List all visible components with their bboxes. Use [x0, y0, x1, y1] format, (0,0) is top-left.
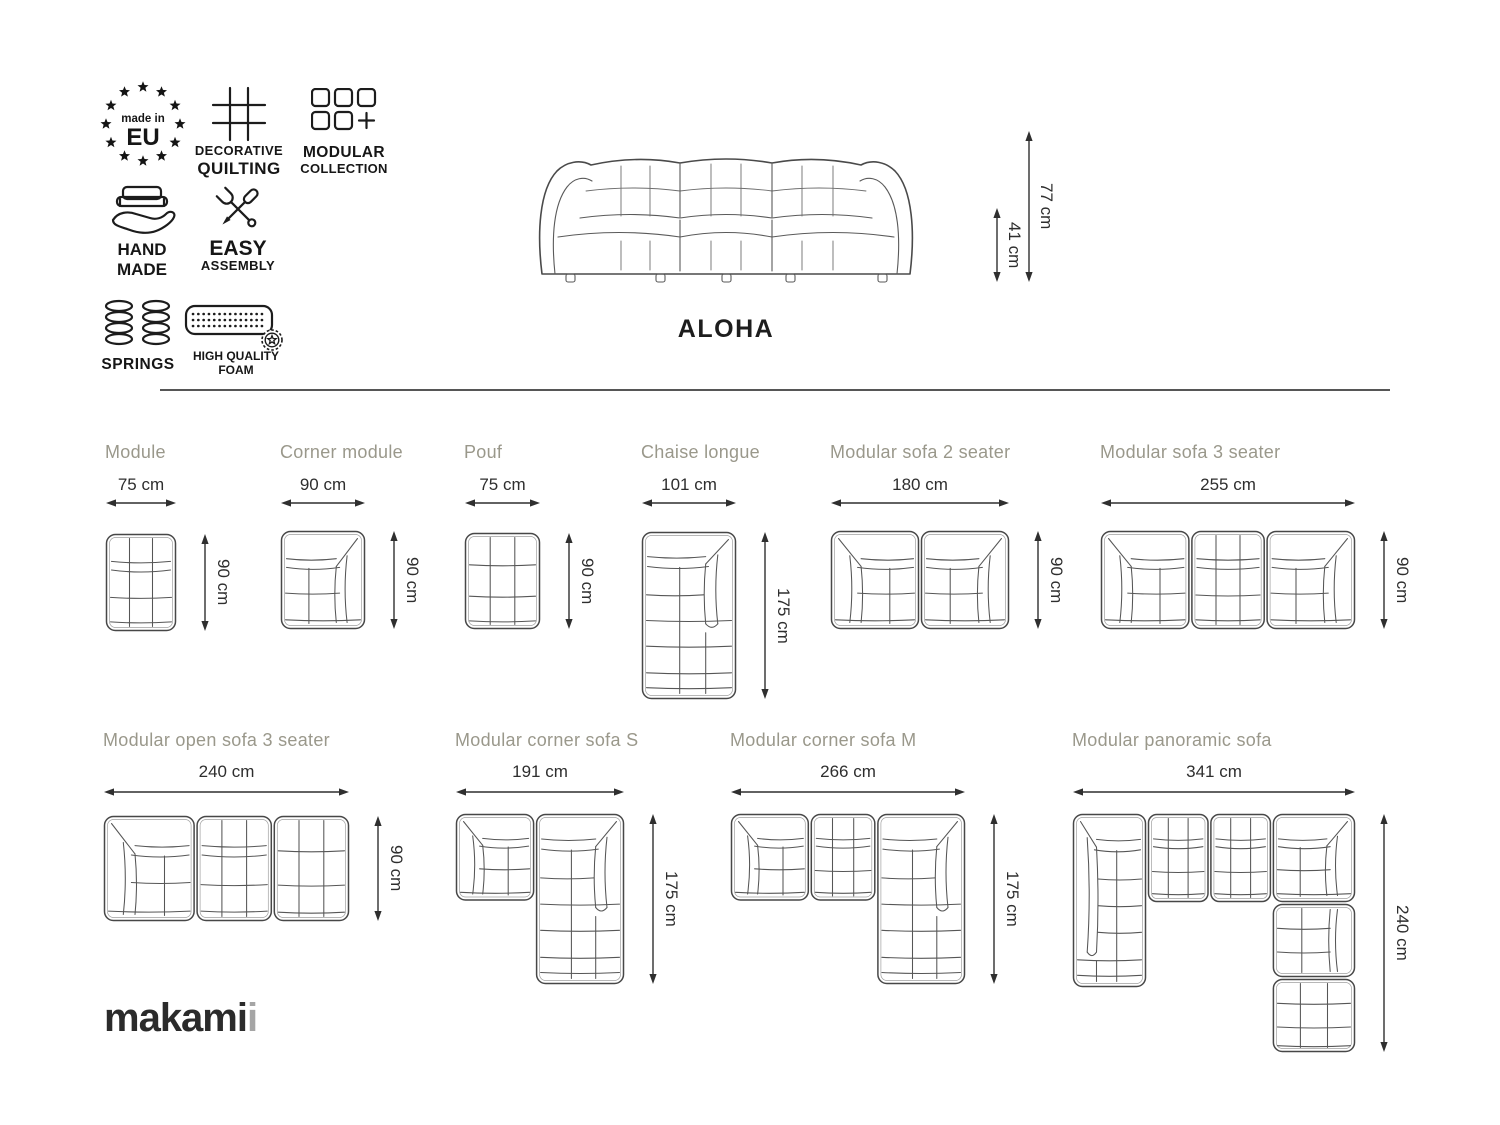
hand-made-label-line1: HAND — [117, 240, 167, 259]
foam-label-line2: FOAM — [218, 362, 254, 377]
springs-label: SPRINGS — [101, 356, 175, 373]
module-width-label-sofa-3: 255 cm — [1200, 475, 1256, 494]
module-depth-label-pouf: 90 cm — [578, 557, 597, 605]
module-width-arrow-chaise-longue — [641, 496, 737, 514]
springs-badge-label — [94, 356, 182, 374]
module-depth-arrow-sofa-3 — [1378, 530, 1390, 635]
easy-assembly-badge-label — [194, 238, 282, 274]
module-width-arrow-open-3 — [103, 785, 350, 803]
module-card-pouf — [464, 442, 611, 642]
module-card-module — [105, 442, 247, 644]
sofa-front-view-drawing — [528, 124, 924, 288]
modular-label-line1: MODULAR — [302, 144, 385, 161]
module-card-corner-module — [280, 442, 436, 642]
module-diagram-corner-s — [455, 813, 628, 988]
module-diagram-panoramic — [1072, 813, 1359, 1056]
module-title-sofa-2: Modular sofa 2 seater — [830, 442, 1011, 462]
module-width-label-corner-s: 191 cm — [512, 762, 568, 781]
seat-height-label: 41 cm — [1005, 221, 1024, 269]
module-width-label-open-3: 240 cm — [198, 762, 255, 781]
module-width-label-corner-module: 90 cm — [299, 475, 347, 494]
module-title-open-3: Modular open sofa 3 seater — [103, 730, 330, 750]
module-depth-label-corner-module: 90 cm — [403, 556, 422, 604]
quilting-grid-icon — [211, 86, 267, 142]
module-depth-arrow-chaise-longue — [759, 531, 771, 705]
module-depth-arrow-open-3 — [372, 815, 384, 927]
module-depth-arrow-corner-module — [388, 530, 400, 635]
module-diagram-sofa-2 — [830, 530, 1013, 633]
total-height-arrow — [1023, 130, 1035, 288]
module-depth-label-sofa-3: 90 cm — [1393, 556, 1412, 604]
eu-text: EU — [126, 124, 160, 151]
module-depth-label-open-3: 90 cm — [387, 845, 406, 892]
module-width-label-corner-m: 266 cm — [820, 762, 876, 781]
easy-label-line2: ASSEMBLY — [200, 258, 276, 273]
module-title-module: Module — [105, 442, 166, 462]
module-title-corner-m: Modular corner sofa M — [730, 730, 917, 750]
module-diagram-chaise-longue — [641, 531, 740, 703]
foam-quality-icon — [184, 300, 288, 356]
module-title-pouf: Pouf — [464, 442, 503, 462]
module-width-arrow-corner-m — [730, 785, 966, 803]
module-title-panoramic: Modular panoramic sofa — [1072, 730, 1272, 750]
easy-assembly-badge — [209, 180, 267, 243]
module-depth-label-corner-m: 175 cm — [1003, 871, 1022, 927]
quilting-label-line1: DECORATIVE — [194, 143, 284, 158]
module-depth-arrow-panoramic — [1378, 813, 1390, 1058]
hand-made-label-line2: MADE — [116, 259, 168, 279]
brand-logo-dark: makami — [104, 996, 247, 1040]
hand-made-badge — [103, 184, 181, 247]
springs-icon — [100, 298, 176, 352]
module-card-corner-m — [730, 730, 1036, 997]
module-card-sofa-2 — [830, 442, 1080, 642]
total-height-label: 77 cm — [1037, 183, 1056, 230]
module-title-sofa-3: Modular sofa 3 seater — [1100, 442, 1281, 462]
module-card-corner-s — [455, 730, 695, 997]
module-width-arrow-module — [105, 496, 177, 514]
module-card-chaise-longue — [641, 442, 807, 712]
module-depth-label-sofa-2: 90 cm — [1047, 556, 1066, 604]
module-width-label-chaise-longue: 101 cm — [661, 475, 717, 494]
module-width-label-panoramic: 341 cm — [1186, 762, 1242, 781]
springs-badge — [100, 298, 176, 357]
module-width-label-module: 75 cm — [117, 475, 165, 494]
hand-made-badge-label — [103, 240, 181, 279]
handmade-sofa-hand-icon — [103, 184, 181, 242]
module-width-arrow-corner-s — [455, 785, 625, 803]
module-title-corner-s: Modular corner sofa S — [455, 730, 639, 750]
module-diagram-open-3 — [103, 815, 353, 925]
modular-badge-label — [284, 144, 404, 177]
quilting-label-line2: QUILTING — [197, 158, 281, 178]
module-width-arrow-panoramic — [1072, 785, 1356, 803]
module-depth-label-chaise-longue: 175 cm — [774, 587, 793, 644]
brand-logo-light: i — [246, 996, 258, 1040]
seat-height-arrow — [991, 207, 1003, 288]
modular-collection-badge — [311, 88, 377, 141]
module-diagram-sofa-3 — [1100, 530, 1359, 633]
module-width-arrow-sofa-3 — [1100, 496, 1356, 514]
module-depth-arrow-sofa-2 — [1032, 530, 1044, 635]
quilting-badge — [211, 86, 267, 147]
module-diagram-corner-module — [280, 530, 369, 633]
easy-label-line1: EASY — [209, 237, 267, 260]
module-diagram-module — [105, 533, 180, 635]
foam-label-line1: HIGH QUALITY — [193, 349, 279, 363]
easy-assembly-tools-icon — [209, 180, 267, 238]
module-depth-arrow-module — [199, 533, 211, 637]
brand-logo — [104, 996, 257, 1041]
module-depth-label-module: 90 cm — [214, 559, 233, 606]
module-diagram-pouf — [464, 532, 544, 633]
module-width-label-pouf: 75 cm — [479, 475, 526, 494]
module-title-corner-module: Corner module — [280, 442, 403, 462]
module-depth-arrow-corner-s — [647, 813, 659, 990]
divider — [160, 389, 1390, 391]
module-depth-arrow-pouf — [563, 532, 575, 635]
product-name: ALOHA — [677, 315, 775, 343]
modular-squares-icon — [311, 88, 377, 136]
modular-label-line2: COLLECTION — [300, 160, 388, 176]
module-card-open-3 — [103, 730, 420, 934]
module-title-chaise-longue: Chaise longue — [641, 442, 760, 462]
made-in-text: made in — [121, 113, 165, 125]
module-card-sofa-3 — [1100, 442, 1426, 642]
module-diagram-corner-m — [730, 813, 969, 988]
module-depth-label-corner-s: 175 cm — [662, 871, 681, 927]
module-depth-arrow-corner-m — [988, 813, 1000, 990]
module-card-panoramic — [1072, 730, 1426, 1065]
module-width-arrow-pouf — [464, 496, 541, 514]
module-width-label-sofa-2: 180 cm — [892, 475, 948, 494]
module-width-arrow-corner-module — [280, 496, 366, 514]
module-depth-label-panoramic: 240 cm — [1393, 905, 1412, 961]
module-width-arrow-sofa-2 — [830, 496, 1010, 514]
foam-badge-label — [180, 350, 292, 378]
